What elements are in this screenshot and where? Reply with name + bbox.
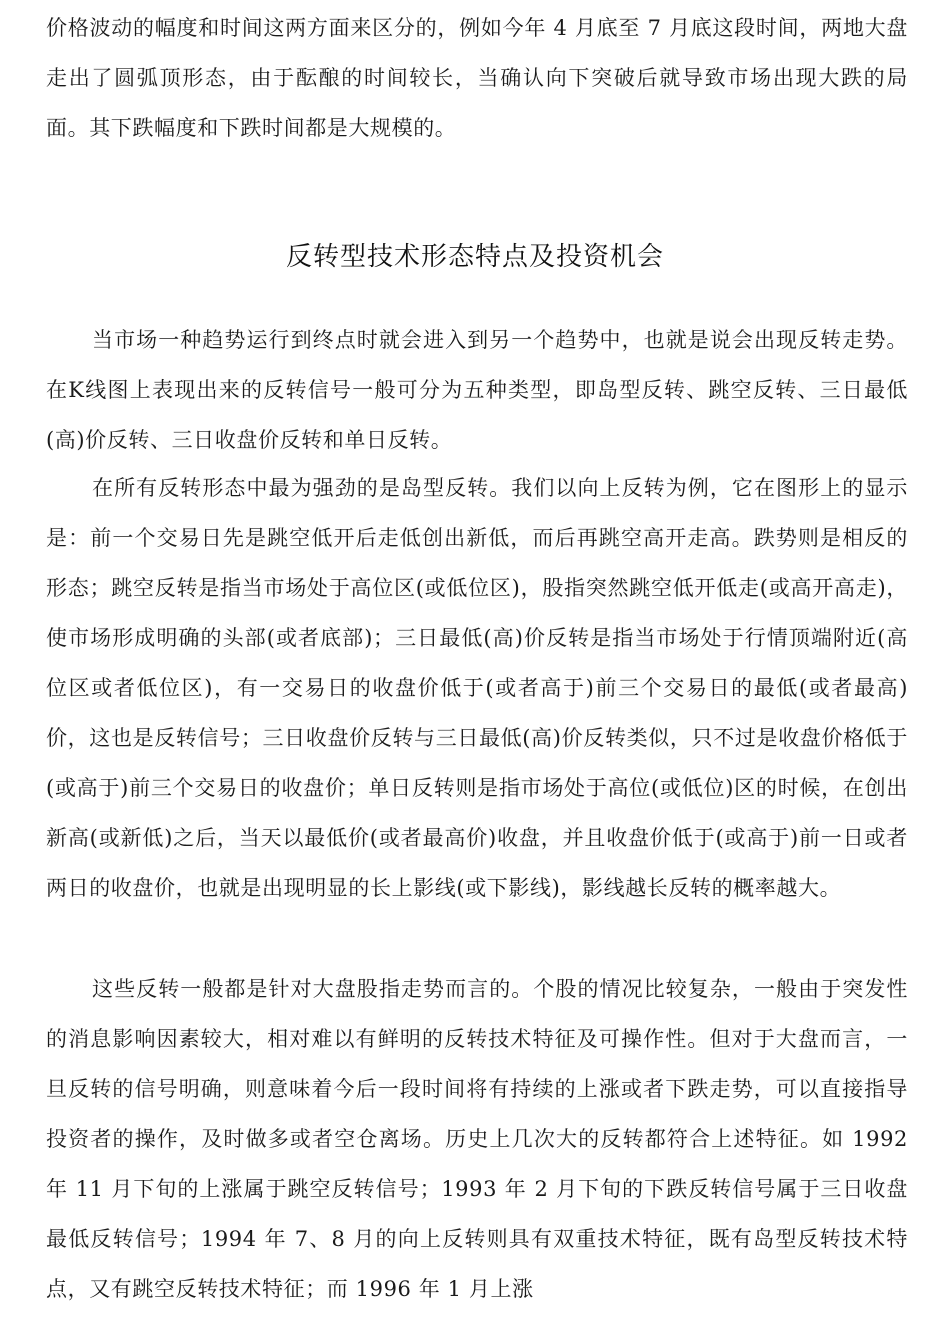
body-paragraph-3: 这些反转一般都是针对大盘股指走势而言的。个股的情况比较复杂，一般由于突发性的消息影响因素较大，相对难以有鲜明的反转技术特征及可操作性。但对于大盘而言，一旦反转的信号明确，则意味着今后一段时间将有持续的上涨或者下跌走势，可以直接指导投资者的操作，及时做多或者空仓离场。历史上几次大的反转都符合上述特征。如 1992 年 11 月下旬的上涨属于跳空反转信号；1993 年 2 月下旬的下跌反转信号属于三日收盘最低反转信号；1994 年 7、8 月的向上反转则具有双重技术特征，既有岛型反转技术特点，又有跳空反转技术特征；而 1996 年 1 月上涨 xyxy=(46,977,908,1301)
intro-paragraph: 价格波动的幅度和时间这两方面来区分的，例如今年 4 月底至 7 月底这段时间，两地大盘走出了圆弧顶形态，由于酝酿的时间较长，当确认向下突破后就导致市场出现大跌的局面。其下跌幅度和下跌时间都是大规模的。 xyxy=(46,16,908,140)
body-paragraph-1: 当市场一种趋势运行到终点时就会进入到另一个趋势中，也就是说会出现反转走势。在K线图上表现出来的反转信号一般可分为五种类型，即岛型反转、跳空反转、三日最低(高)价反转、三日收盘价反转和单日反转。 xyxy=(46,328,908,452)
section-title: 反转型技术形态特点及投资机会 xyxy=(285,242,664,272)
body-paragraph-2: 在所有反转形态中最为强劲的是岛型反转。我们以向上反转为例，它在图形上的显示是：前一个交易日先是跳空低开后走低创出新低，而后再跳空高开走高。跌势则是相反的形态；跳空反转是指当市场处于高位区(或低位区)，股指突然跳空低开低走(或高开高走)，使市场形成明确的头部(或者底部)；三日最低(高)价反转是指当市场处于行情顶端附近(高位区或者低位区)，有一交易日的收盘价低于(或者高于)前三个交易日的最低(或者最高)价，这也是反转信号；三日收盘价反转与三日最低(高)价反转类似，只不过是收盘价格低于(或高于)前三个交易日的收盘价；单日反转则是指市场处于高位(或低位)区的时候，在创出新高(或新低)之后，当天以最低价(或者最高价)收盘，并且收盘价低于(或高于)前一日或者两日的收盘价，也就是出现明显的长上影线(或下影线)，影线越长反转的概率越大。 xyxy=(46,476,908,900)
